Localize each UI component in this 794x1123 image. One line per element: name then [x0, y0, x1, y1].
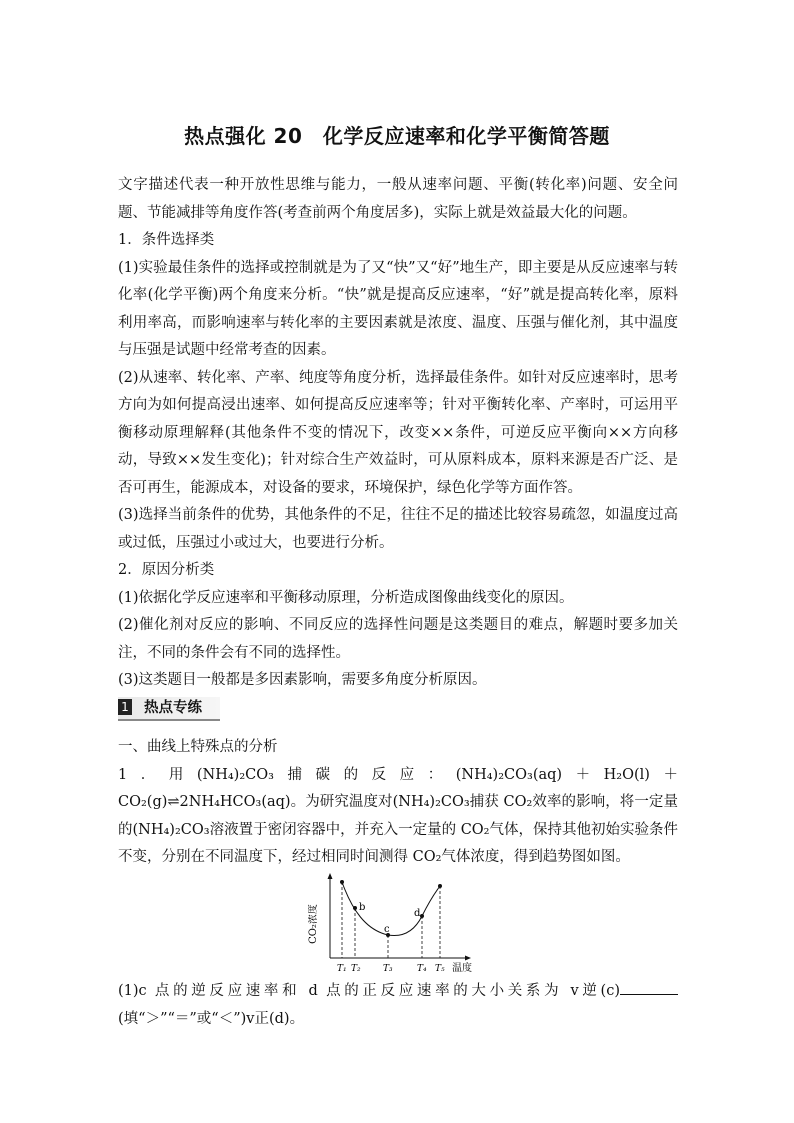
section-2-heading: 2．原因分析类 [118, 562, 215, 578]
intro-paragraph: 文字描述代表一种开放性思维与能力，一般从速率问题、平衡(转化率)问题、安全问题、节能减排等角度作答(考查前两个角度居多)，实际上就是效益最大化的问题。 [118, 177, 678, 221]
label-c: c [384, 924, 390, 935]
section-1-para-3: (3)选择当前条件的优势，其他条件的不足，往往不足的描述比较容易疏忽，如温度过高或过低，压强过小或过大，也要进行分析。 [118, 507, 678, 551]
question-1-sub-1 [118, 978, 678, 1033]
sub-1-prompt: (1)c 点的逆反应速率和 d 点的正反应速率的大小关系为 v逆(c) [118, 983, 620, 999]
y-axis-label: CO₂浓度 [308, 904, 319, 944]
answer-blank[interactable] [620, 980, 678, 995]
main-body [118, 172, 678, 695]
label-d: d [414, 908, 421, 919]
question-1-text: 1．用(NH₄)₂CO₃捕碳的反应：(NH₄)₂CO₃(aq)＋H₂O(l)＋CO₂(g)⇌2NH₄HCO₃(aq)。为研究温度对(NH₄)₂CO₃捕获 CO₂效率的影响，将一定量的(NH₄)₂CO₃溶液置于密闭容器中，并充入一定量的 CO₂气体，保持其他初始实验条件不变，分别在不同温度下，经过相同时间测得 CO₂气体浓度，得到趋势图如图。 [118, 766, 678, 865]
co2-temperature-graph [308, 872, 498, 980]
section-1-para-2: (2)从速率、转化率、产率、纯度等角度分析，选择最佳条件。如针对反应速率时，思考方向为如何提高浸出速率、如何提高反应速率等；针对平衡转化率、产率时，可运用平衡移动原理解释(其他条件不变的情况下，改变××条件，可逆反应平衡向××方向移动，导致××发生变化)；针对综合生产效益时，可从原料成本，原料来源是否广泛、是否可再生，能源成本，对设备的要求，环境保护，绿色化学等方面作答。 [118, 369, 678, 496]
point-d [420, 914, 424, 918]
tick-t4: T₄ [417, 964, 427, 974]
sub-1-suffix: (填“＞”“＝”或“＜”)v正(d)。 [118, 1010, 305, 1027]
point-t5 [438, 884, 442, 888]
point-b [353, 906, 357, 910]
section-banner-label: 热点专练 [144, 700, 202, 716]
section-2-para-3: (3)这类题目一般都是多因素影响，需要多角度分析原因。 [118, 672, 487, 688]
sub-heading: 一、曲线上特殊点的分析 [118, 739, 278, 755]
section-2-para-2: (2)催化剂对反应的影响、不同反应的选择性问题是这类题目的难点，解题时要多加关注，不同的条件会有不同的选择性。 [118, 617, 678, 661]
section-2-para-1: (1)依据化学反应速率和平衡移动原理，分析造成图像曲线变化的原因。 [118, 589, 574, 606]
tick-t3: T₃ [383, 964, 393, 974]
tick-t2: T₂ [351, 964, 361, 974]
point-t1 [340, 880, 344, 884]
section-number-badge: 1 [118, 699, 132, 715]
label-b: b [359, 902, 366, 913]
x-axis-arrow [465, 956, 471, 961]
page-title: 热点强化 20 化学反应速率和化学平衡简答题 [184, 124, 610, 148]
x-axis-label: 温度 [452, 963, 472, 974]
section-1-para-1: (1)实验最佳条件的选择或控制就是为了又“快”又“好”地生产，即主要是从反应速率与转化率(化学平衡)两个角度来分析。“快”就是提高反应速率，“好”就是提高转化率，原料利用率高，而影响速率与转化率的主要因素就是浓度、温度、压强与催化剂，其中温度与压强是试题中经常考查的因素。 [118, 259, 678, 358]
exercise-body [118, 734, 678, 872]
section-banner [118, 697, 220, 721]
section-1-heading: 1．条件选择类 [118, 232, 215, 248]
tick-t5: T₅ [435, 964, 445, 974]
tick-t1: T₁ [337, 964, 347, 974]
y-axis-arrow [328, 873, 333, 879]
